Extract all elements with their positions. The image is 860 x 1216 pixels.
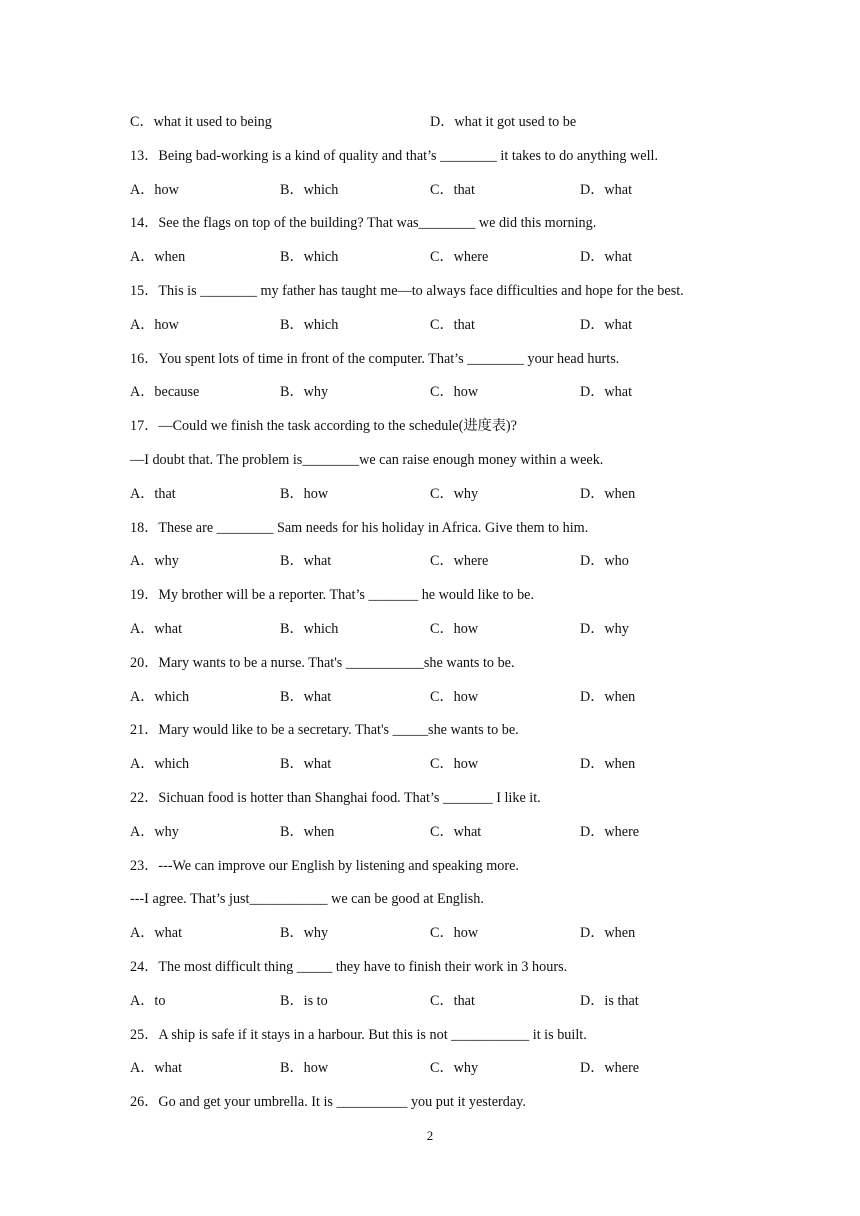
answer-option: C．where [430,553,489,570]
answer-options [130,380,770,414]
answer-option: A．to [130,992,166,1009]
question-line: ---I agree. That’s just___________ we can be good at English. [130,891,484,908]
answer-option: D．when [580,925,636,942]
answer-option: D．when [580,756,636,773]
answer-option: C．how [430,756,479,773]
answer-option: D．what [580,384,633,401]
answer-option: D．why [580,620,629,637]
answer-option: A．because [130,384,200,401]
question-line: 19．My brother will be a reporter. That’s _______ he would like to be. [130,587,535,604]
page-number: 2 [426,1128,434,1143]
answer-option: C．how [430,925,479,942]
answer-options [130,313,770,347]
answer-option: D．what it got used to be [430,114,577,130]
answer-option: A．when [130,249,186,266]
question-line: 26．Go and get your umbrella. It is __________ you put it yesterday. [130,1094,526,1111]
answer-options [130,482,770,516]
answer-option: A．why [130,553,179,570]
answer-options [130,617,770,651]
answer-option: C．that [430,181,475,198]
answer-options [130,752,770,786]
answer-option: C．that [430,316,475,333]
answer-option: B．why [280,925,329,942]
answer-option: A．why [130,823,179,840]
answer-option: B．what [280,756,332,773]
answer-option: C．how [430,688,479,705]
answer-option: B．what [280,688,332,705]
answer-option: D．when [580,485,636,502]
question-line: 25．A ship is safe if it stays in a harbour. But this is not ___________ it is built. [130,1026,587,1043]
answer-option: D．where [580,823,640,840]
answer-option: C．what it used to being [130,114,272,130]
answer-option: C．what [430,823,482,840]
question-line: 17．—Could we finish the task according to the schedule(进度表)? [130,418,517,435]
answer-options [130,921,770,955]
answer-option: B．which [280,316,339,333]
answer-option: A．that [130,485,176,502]
answer-options [130,1056,770,1090]
question-line: —I doubt that. The problem is________we can raise enough money within a week. [130,451,604,468]
question-line: 23．---We can improve our English by listening and speaking more. [130,857,519,874]
answer-option: B．how [280,485,329,502]
answer-option: D．what [580,181,633,198]
question-line: 18．These are ________ Sam needs for his holiday in Africa. Give them to him. [130,519,589,536]
answer-option: D．what [580,316,633,333]
question-line: 20．Mary wants to be a nurse. That's ___________she wants to be. [130,654,515,671]
answer-option: C．how [430,384,479,401]
question-line: 16．You spent lots of time in front of the computer. That’s ________ your head hurts. [130,350,620,367]
answer-options [130,245,770,279]
answer-option: A．how [130,316,179,333]
answer-option: A．what [130,620,183,637]
answer-option: B．which [280,249,339,266]
answer-option: B．is to [280,992,328,1009]
answer-option: C．why [430,1060,479,1077]
question-line: 13．Being bad-working is a kind of quality and that’s ________ it takes to do anything well. [130,147,659,164]
question-line: 15．This is ________ my father has taught me—to always face difficulties and hope for the best. [130,282,684,299]
answer-options [130,110,770,144]
answer-option: B．when [280,823,335,840]
answer-option: B．how [280,1060,329,1077]
answer-option: B．why [280,384,329,401]
question-line: 14．See the flags on top of the building? That was________ we did this morning. [130,215,597,232]
question-line: 22．Sichuan food is hotter than Shanghai food. That’s _______ I like it. [130,789,541,806]
answer-option: C．how [430,620,479,637]
answer-option: A．how [130,181,179,198]
answer-option: D．when [580,688,636,705]
answer-option: D．is that [580,992,639,1009]
answer-option: C．that [430,992,475,1009]
answer-option: B．which [280,620,339,637]
answer-options [130,685,770,719]
answer-option: A．what [130,1060,183,1077]
answer-option: A．what [130,925,183,942]
question-line: 24．The most difficult thing _____ they have to finish their work in 3 hours. [130,958,568,975]
question-list [130,110,770,1124]
answer-option: B．which [280,181,339,198]
answer-option: A．which [130,756,190,773]
question-line: 21．Mary would like to be a secretary. That's _____she wants to be. [130,722,519,739]
answer-option: D．where [580,1060,640,1077]
answer-options [130,178,770,212]
answer-options [130,820,770,854]
answer-options [130,549,770,583]
answer-option: A．which [130,688,190,705]
answer-option: C．why [430,485,479,502]
answer-option: B．what [280,553,332,570]
answer-option: C．where [430,249,489,266]
answer-options [130,989,770,1023]
answer-option: D．who [580,553,629,570]
answer-option: D．what [580,249,633,266]
